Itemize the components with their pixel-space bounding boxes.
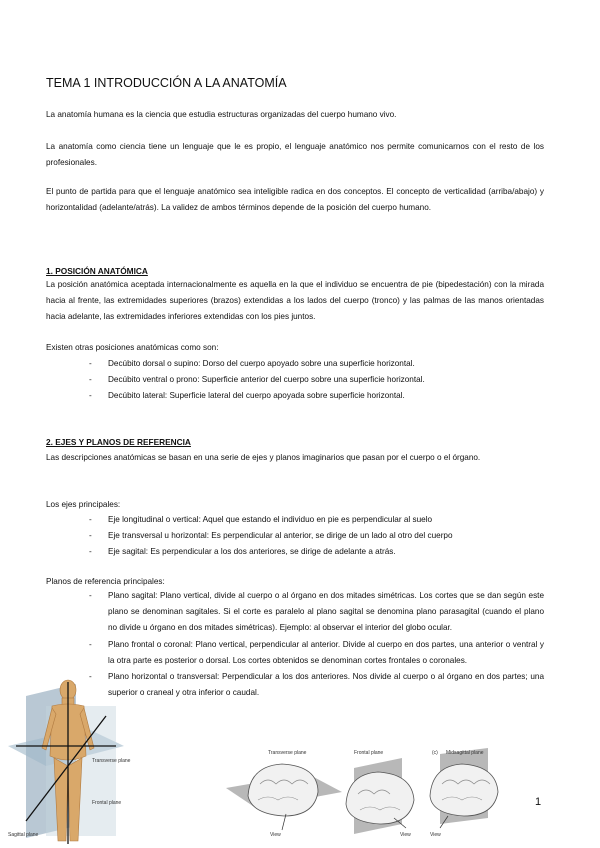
bullet-dash: -	[89, 591, 92, 600]
body-label-transverse: Transverse plane	[92, 758, 131, 764]
section2-paragraph: Las descripciones anatómicas se basan en una serie de ejes y planos imaginarios que pasan por el cuerpo o el órgano.	[46, 453, 481, 462]
bullet-dash: -	[89, 515, 92, 524]
bullet-dash: -	[89, 391, 92, 401]
list-item: - Decúbito lateral: Superficie lateral del cuerpo apoyada sobre superficie horizontal.	[46, 388, 544, 404]
axes-label: Los ejes principales:	[46, 500, 121, 509]
bullet-dash: -	[89, 672, 92, 682]
brain-label-view-3: View	[430, 832, 441, 838]
brain-label-view-1: View	[270, 832, 281, 838]
bullet-dash: -	[89, 547, 92, 557]
bullet-dash: -	[89, 639, 92, 649]
list-item: - Plano frontal o coronal: Plano vertical, perpendicular al anterior. Divide al cuerpo en dos partes, una anterior o ventral y la otra parte es posterior o dorsal. Los cortes obtenidos se denominan cortes frontales o coronales.	[46, 637, 544, 669]
section1-other-positions: Existen otras posiciones anatómicas como son:	[46, 343, 219, 352]
bullet-dash: -	[89, 531, 92, 541]
bullet-dash: -	[89, 359, 92, 368]
section-heading-ejes: 2. EJES Y PLANOS DE REFERENCIA	[46, 437, 191, 447]
planes-label: Planos de referencia principales:	[46, 577, 165, 586]
brain-label-transverse: Transverse plane	[268, 750, 307, 756]
bullet-dash: -	[89, 375, 92, 385]
section1-paragraph: La posición anatómica aceptada internacionalmente es aquella en la que el individuo se encuentra de pie (bipedestación) con la mirada hacia al frente, las extremidades superiores (brazos) extendidas a los lados del cuerpo (tronco) y las palmas de las manos orientadas hacia adelante, las extremidades inferiores extendidas con los pies juntos.	[46, 280, 544, 322]
brain-midsagittal-figure	[430, 748, 498, 838]
brain-label-c: (c)	[432, 750, 438, 756]
list-item: - Eje sagital: Es perpendicular a los dos anteriores, se dirige de adelante a atrás.	[46, 544, 544, 560]
brain-transverse-figure	[226, 750, 342, 838]
positions-list	[46, 356, 544, 405]
list-item: - Decúbito ventral o prono: Superficie anterior del cuerpo sobre una superficie horizontal.	[46, 372, 544, 388]
page-title: TEMA 1 INTRODUCCIÓN A LA ANATOMÍA	[46, 76, 287, 90]
page-number: 1	[535, 796, 542, 808]
list-item: - Eje transversal u horizontal: Es perpendicular al anterior, se dirige de un lado al otro del cuerpo	[46, 528, 544, 544]
brain-label-view-2: View	[400, 832, 411, 838]
intro-paragraph-3: El punto de partida para que el lenguaje anatómico sea inteligible radica en dos conceptos. El concepto de verticalidad (arriba/abajo) y horizontalidad (adelante/atrás). La validez de ambos términos depende de la posición del cuerpo humano.	[46, 187, 544, 213]
section-heading-posicion: 1. POSICIÓN ANATÓMICA	[46, 266, 148, 276]
brain-frontal-figure	[346, 750, 414, 838]
list-item: - Plano sagital: Plano vertical, divide al cuerpo o al órgano en dos mitades simétricas. Los cortes que se dan según este plano se denominan sagitales. Si el corte es paralelo al plano sagital se denomina plano parasagital (cuando el plano no divide u órgano en dos mitades simétricas). Ejemplo: al observar el interior del globo ocular.	[46, 588, 544, 637]
axes-list	[46, 512, 544, 561]
brain-planes-figure	[226, 744, 516, 840]
list-item: - Plano horizontal o transversal: Perpendicular a los dos anteriores. Nos divide al cuerpo o al órgano en dos partes; una superior o craneal y otra inferior o caudal.	[46, 669, 544, 701]
list-item: - Decúbito dorsal o supino: Dorso del cuerpo apoyado sobre una superficie horizontal.	[46, 356, 544, 372]
intro-paragraph-2: La anatomía como ciencia tiene un lenguaje que le es propio, el lenguaje anatómico nos permite comunicarnos con el resto de los profesionales.	[46, 142, 544, 168]
list-item: - Eje longitudinal o vertical: Aquel que estando el individuo en pie es perpendicular al suelo	[46, 512, 544, 528]
intro-paragraph-1: La anatomía humana es la ciencia que estudia estructuras organizadas del cuerpo humano vivo.	[46, 110, 397, 119]
body-planes-figure	[6, 676, 131, 846]
body-label-frontal: Frontal plane	[92, 800, 122, 806]
brain-label-midsagittal: Midsagittal plane	[446, 750, 484, 756]
body-label-sagittal: Sagittal plane	[8, 832, 39, 838]
brain-label-frontal: Frontal plane	[354, 750, 384, 756]
